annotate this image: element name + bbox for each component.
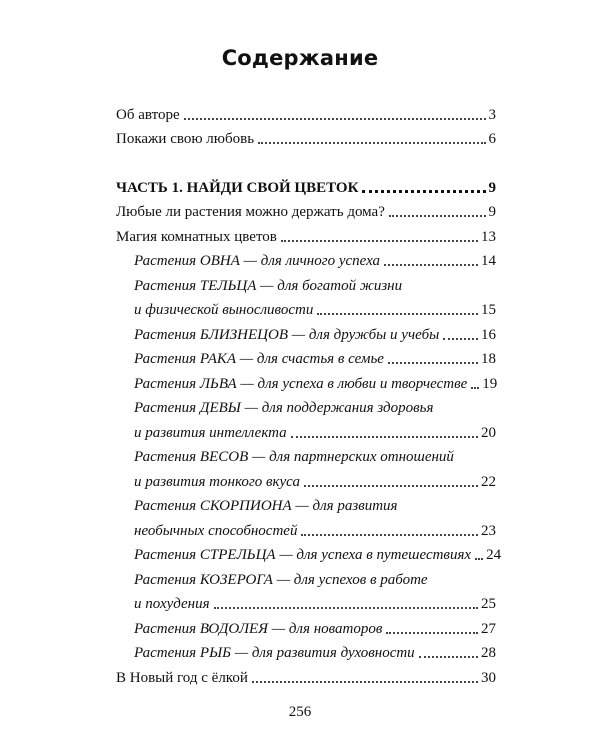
toc-subentry-title: Растения РЫБ — для развития духовности [134,645,415,661]
dot-leader [386,632,478,634]
toc-entry-page: 30 [481,669,496,686]
toc-subentry-page: 25 [481,596,496,612]
toc-subentry[interactable] [116,465,496,490]
toc-entry-title: Покажи свою любовь [116,131,255,147]
toc-subentry-title-line1: Растения ВЕСОВ — для партнерских отношений [134,449,454,465]
toc-entry-title: Магия комнатных цветов [116,228,277,245]
table-of-contents [116,98,502,686]
toc-entry-page: 13 [481,228,496,245]
toc-subentry[interactable] [116,318,496,343]
dot-leader [317,313,478,315]
toc-subentry-page: 16 [481,326,496,343]
toc-subentry-title-line1: Растения ТЕЛЬЦА — для богатой жизни [134,277,403,294]
toc-subentry-page: 15 [481,302,496,318]
page-title: Содержание [221,46,379,70]
toc-subentry-title: Растения ЛЬВА — для успеха в любви и творчестве [134,375,468,392]
toc-subentry-page: 24 [486,547,502,563]
toc-subentry[interactable] [116,514,496,539]
dot-leader [389,215,486,217]
dot-leader [301,534,478,536]
toc-part-heading[interactable] [116,171,496,196]
toc-subentry-title: Растения СТРЕЛЬЦА — для успеха в путешествиях [134,547,472,563]
toc-subentry-title: Растения ОВНА — для личного успеха [134,253,381,269]
toc-subentry-line [116,441,496,466]
toc-subentry[interactable] [116,294,496,319]
toc-subentry-page: 18 [481,351,496,367]
toc-subentry[interactable] [116,588,496,613]
toc-subentry-title: Растения ВОДОЛЕЯ — для новаторов [134,620,383,637]
toc-subentry[interactable] [116,612,496,637]
toc-entry[interactable] [116,220,496,245]
dot-leader [362,190,485,193]
toc-subentry[interactable] [116,245,496,270]
toc-subentry-title-line1: Растения ДЕВЫ — для поддержания здоровья [134,400,434,416]
dot-leader [281,240,478,242]
dot-leader [475,558,483,560]
toc-subentry-page: 27 [481,620,496,637]
toc-subentry-title: и похудения [134,596,210,612]
dot-leader [443,338,478,340]
dot-leader [214,607,478,609]
toc-subentries [116,245,502,662]
toc-subentry[interactable] [116,367,496,392]
toc-entry-title: Об авторе [116,106,180,123]
toc-entry-page: 3 [488,106,496,123]
toc-entry[interactable] [116,123,496,148]
toc-subentry-page: 28 [481,645,496,661]
toc-entry-title: Любые ли растения можно держать дома? [116,204,385,220]
dot-leader [388,362,478,364]
dot-leader [419,656,478,658]
toc-subentry-line [116,563,496,588]
toc-entry[interactable] [116,98,496,123]
toc-subentry-page: 20 [481,424,496,441]
toc-entry[interactable] [116,661,496,686]
dot-leader [471,387,479,389]
toc-subentry-page: 23 [481,522,496,539]
toc-subentry-title-line1: Растения КОЗЕРОГА — для успехов в работе [134,571,428,588]
toc-entry-page: 9 [488,179,496,196]
dot-leader [291,436,478,438]
section-gap [116,147,496,171]
page-number: 256 [288,704,312,720]
dot-leader [384,264,478,266]
toc-subentry-page: 22 [481,473,496,490]
toc-entry-title: ЧАСТЬ 1. НАЙДИ СВОЙ ЦВЕТОК [116,179,359,196]
dot-leader [184,118,486,120]
dot-leader [304,485,478,487]
toc-subentry-title: и развития тонкого вкуса [134,473,300,490]
toc-subentry-title-line1: Растения СКОРПИОНА — для развития [134,498,398,514]
toc-subentry-title: и физической выносливости [134,302,314,318]
toc-subentry-page: 14 [481,253,496,269]
toc-entry-page: 6 [488,131,496,147]
toc-subentry[interactable] [116,343,496,368]
toc-entry-page: 9 [488,204,496,220]
toc-subentry-line [116,269,496,294]
toc-subentry-title: Растения БЛИЗНЕЦОВ — для дружбы и учебы [134,326,440,343]
toc-subentry[interactable] [116,539,502,564]
toc-subentry[interactable] [116,416,496,441]
toc-subentry-title: Растения РАКА — для счастья в семье [134,351,384,367]
toc-subentry-line [116,392,496,417]
toc-subentry-page: 19 [482,375,498,392]
toc-entry[interactable] [116,196,496,221]
toc-subentry-line [116,490,496,515]
dot-leader [252,681,478,683]
toc-subentry-title: и развития интеллекта [134,424,287,441]
dot-leader [258,142,485,144]
toc-subentry[interactable] [116,637,496,662]
toc-entry-title: В Новый год с ёлкой [116,669,248,686]
toc-subentry-title: необычных способностей [134,522,298,539]
